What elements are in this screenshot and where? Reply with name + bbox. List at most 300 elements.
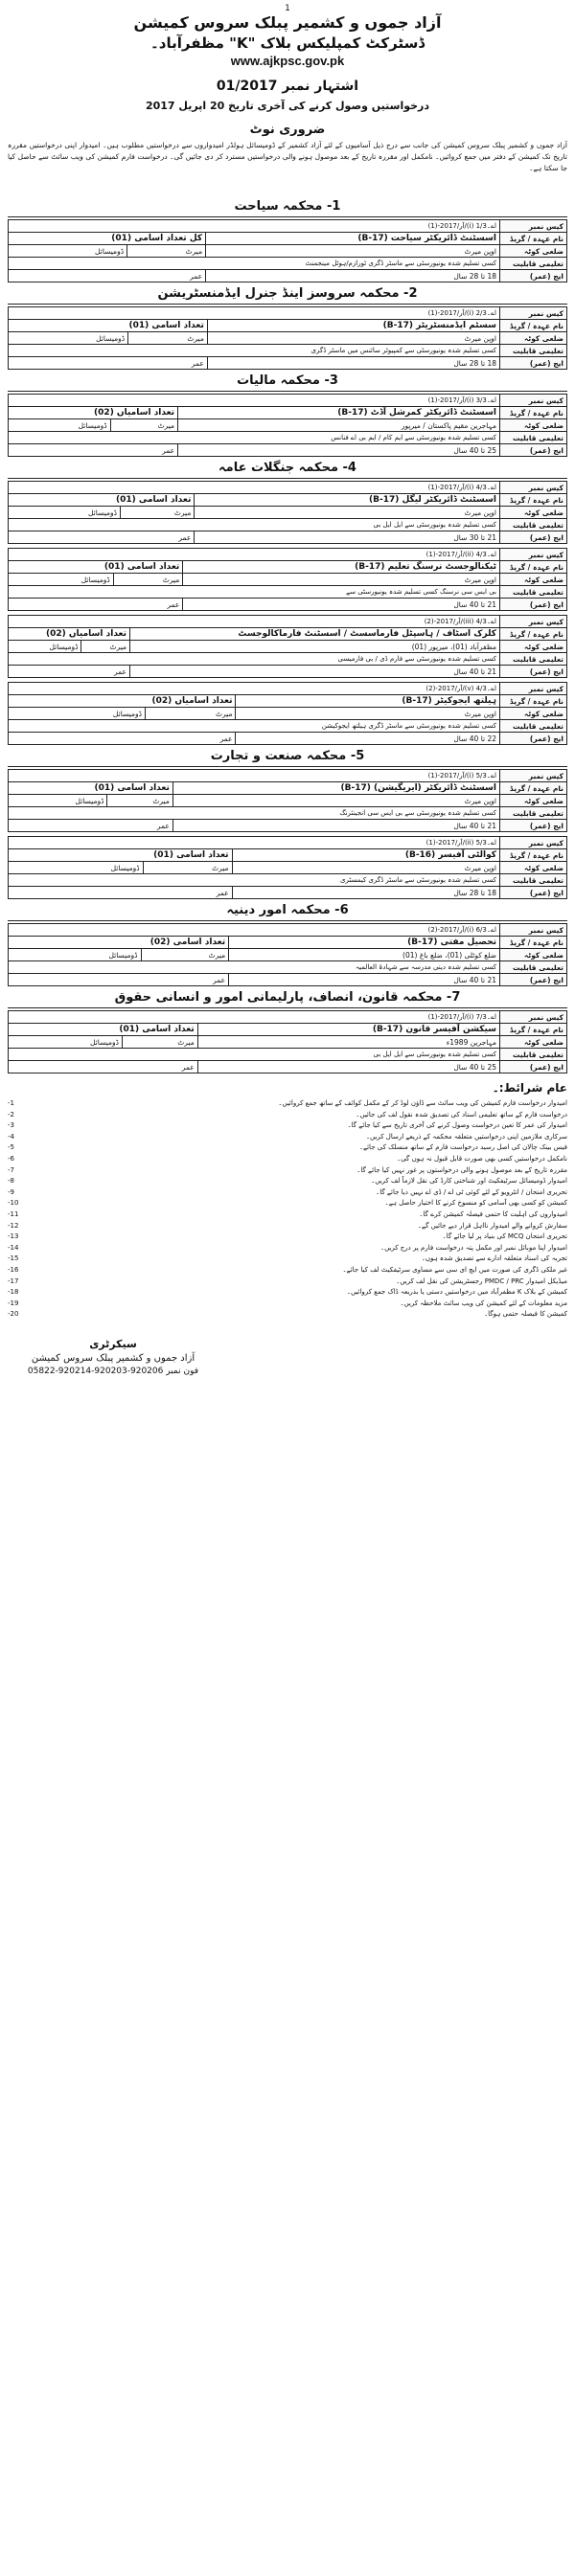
- condition-number: 2-: [8, 1110, 14, 1119]
- case-number: اے۔5/3 (ii)/آر/2017-(1): [9, 837, 500, 849]
- department-heading: 2- محکمہ سروسز اینڈ جنرل ایڈمنسٹریشن: [157, 286, 418, 301]
- post-qualification: بی ایس سی نرسنگ کسی تسلیم شدہ یونیورسٹی سے: [9, 586, 500, 599]
- post-age: 21 تا 40 سال: [183, 599, 500, 611]
- case-number: اے۔4/3 (v)/آر/2017-(2): [9, 683, 500, 695]
- post-row: [9, 733, 567, 745]
- condition-text: امیدوار اپنا موبائل نمبر اور مکمل پتہ درخواست فارم پر درج کریں۔: [380, 1243, 567, 1252]
- post-age: 21 تا 40 سال: [229, 974, 500, 986]
- merit-cell: میرٹ: [145, 708, 236, 720]
- age-word-cell: عمر: [9, 820, 173, 832]
- post-count: کل تعداد اسامی (01): [9, 233, 206, 245]
- page-number: 1: [285, 4, 290, 13]
- case-number: اے۔7/3 (i)/آر/2017-(1): [9, 1011, 500, 1024]
- post-label: نام عہدہ / گریڈ: [500, 782, 567, 795]
- merit-cell: میرٹ: [127, 245, 206, 258]
- post-row: [9, 549, 567, 561]
- condition-number: 3-: [8, 1121, 14, 1130]
- condition-number: 19-: [8, 1299, 19, 1307]
- post-title: ٹیکنالوجسٹ نرسنگ تعلیم (B-17): [183, 561, 500, 574]
- age-label: ایج (عمر): [500, 531, 567, 544]
- post-row: [9, 1049, 567, 1061]
- merit-cell: میرٹ: [141, 949, 229, 961]
- qualification-label: تعلیمی قابلیت: [500, 1049, 567, 1061]
- post-row: [9, 444, 567, 457]
- condition-text: نامکمل درخواستیں کسی بھی صورت قابل قبول نہ ہوں گی۔: [397, 1154, 567, 1163]
- case-label: کیس نمبر: [500, 837, 567, 849]
- post-quota: ضلع کوٹلی (01)، ضلع باغ (01): [229, 949, 500, 961]
- post-quota: اوپن میرٹ: [207, 332, 499, 345]
- condition-text: تجربہ کی اسناد متعلقہ ادارے سے تصدیق شدہ ہوں۔: [421, 1254, 567, 1263]
- note-body: آزاد جموں و کشمیر پبلک سروس کمیشن کی جانب سے درج ذیل آسامیوں کے لئے آزاد کشمیر کے ڈومیسائل ہولڈر امیدواروں سے درخواستیں مطلوب ہیں۔ امیدوار اپنی درخواستیں مقررہ تاریخ تک کمیشن کے دفتر میں جمع کروائیں۔ نامکمل اور مقررہ تاریخ کے بعد موصول ہونے والی درخواستیں مسترد کر دی جائیں گی۔ درخواست فارم کمیشن کی ویب سائٹ سے حاصل کیا جا سکتا ہے۔: [8, 141, 567, 172]
- post-title: اسسٹنٹ ڈائریکٹر لیگل (B-17): [195, 494, 500, 507]
- post-quota: اوپن میرٹ: [195, 507, 500, 519]
- post-row: [9, 586, 567, 599]
- post-title: اسسٹنٹ ڈائریکٹر (ایریگیشن) (B-17): [172, 782, 499, 795]
- age-label: ایج (عمر): [500, 733, 567, 745]
- condition-text: امیدوار درخواست فارم کمیشن کی ویب سائٹ سے ڈاؤن لوڈ کر کے مکمل کوائف کے ساتھ جمع کروائیں۔: [278, 1099, 567, 1107]
- condition-number: 5-: [8, 1143, 14, 1152]
- department-heading: 1- محکمہ سیاحت: [234, 199, 341, 214]
- post-row: [9, 345, 567, 357]
- condition-number: 6-: [8, 1154, 14, 1163]
- signature-title: سیکرٹری: [89, 1337, 137, 1350]
- condition-text: تحریری امتحان / انٹرویو کے لئے کوئی ٹی اے / ڈی اے نہیں دیا جائے گا۔: [376, 1187, 567, 1196]
- post-count: تعداد اسامی (01): [9, 1024, 198, 1036]
- condition-item: [8, 1154, 567, 1165]
- post-row: [9, 695, 567, 708]
- post-title: تحصیل مفتی (B-17): [229, 937, 500, 949]
- signature-phone: [8, 1367, 218, 1380]
- post-row: [9, 270, 567, 282]
- condition-number: 13-: [8, 1232, 19, 1241]
- condition-text: سفارش کروانے والے امیدوار نااہل قرار دیے جائیں گے۔: [417, 1221, 567, 1230]
- post-count: تعداد اسامی (01): [9, 561, 183, 574]
- post-count: تعداد اسامی (01): [9, 849, 233, 862]
- case-label: کیس نمبر: [500, 616, 567, 628]
- department-divider: [8, 1007, 567, 1008]
- post-quota: اوپن میرٹ: [183, 574, 500, 586]
- age-label: ایج (عمر): [500, 1061, 567, 1073]
- condition-item: [8, 1299, 567, 1310]
- post-row: [9, 1036, 567, 1049]
- condition-item: [8, 1209, 567, 1221]
- post-row: [9, 531, 567, 544]
- case-label: کیس نمبر: [500, 924, 567, 937]
- post-row: [9, 357, 567, 370]
- condition-text: مزید معلومات کے لئے کمیشن کی ویب سائٹ ملاحظہ کریں۔: [400, 1299, 567, 1307]
- post-label: نام عہدہ / گریڈ: [500, 561, 567, 574]
- post-title: اسسٹنٹ ڈائریکٹر کمرشل آڈٹ (B-17): [178, 407, 500, 419]
- merit-cell: میرٹ: [128, 332, 208, 345]
- condition-number: 1-: [8, 1099, 14, 1107]
- department-divider: [8, 216, 567, 217]
- post-qualification: کسی تسلیم شدہ یونیورسٹی سے بی ایس سی انجینئرنگ: [9, 807, 500, 820]
- department-heading: 5- محکمہ صنعت و تجارت: [210, 749, 365, 763]
- post-row: [9, 795, 567, 807]
- post-count: تعداد اسامیاں (02): [9, 695, 236, 708]
- condition-number: 15-: [8, 1254, 19, 1263]
- case-number: اے۔6/3 (i)/آر/2017-(2): [9, 924, 500, 937]
- post-row: [9, 924, 567, 937]
- post-row: [9, 683, 567, 695]
- quota-label: ضلعی کوٹہ: [500, 795, 567, 807]
- quota-label: ضلعی کوٹہ: [500, 1036, 567, 1049]
- post-row: [9, 616, 567, 628]
- age-label: ایج (عمر): [500, 820, 567, 832]
- post-row: [9, 407, 567, 419]
- post-row: [9, 849, 567, 862]
- post-row: [9, 887, 567, 899]
- post-row: [9, 395, 567, 407]
- condition-text: غیر ملکی ڈگری کی صورت میں ایچ ای سی سے مساوی سرٹیفکیٹ لف کیا جائے۔: [342, 1265, 567, 1274]
- condition-text: مقررہ تاریخ کے بعد موصول ہونے والی درخواستوں پر غور نہیں کیا جائے گا۔: [356, 1165, 567, 1174]
- post-table: [8, 682, 567, 745]
- condition-text: امیدواروں کی اہلیت کا حتمی فیصلہ کمیشن کرے گا۔: [419, 1209, 567, 1218]
- post-label: نام عہدہ / گریڈ: [500, 695, 567, 708]
- post-row: [9, 641, 567, 653]
- post-row: [9, 258, 567, 270]
- post-table: [8, 615, 567, 678]
- quota-label: ضلعی کوٹہ: [500, 507, 567, 519]
- post-qualification: کسی تسلیم شدہ یونیورسٹی سے ماسٹر ڈگری کیمسٹری: [9, 874, 500, 887]
- domicile-cell: ڈومیسائل: [9, 332, 128, 345]
- post-table: [8, 306, 567, 370]
- case-number: اے۔1/3 (i)/آر/2017-(1): [9, 220, 500, 233]
- post-row: [9, 949, 567, 961]
- signature-block: [8, 1338, 218, 1380]
- condition-number: 14-: [8, 1243, 19, 1252]
- qualification-label: تعلیمی قابلیت: [500, 432, 567, 444]
- post-count: تعداد اسامیاں (02): [9, 628, 130, 641]
- quota-label: ضلعی کوٹہ: [500, 245, 567, 258]
- post-quota: اوپن میرٹ: [232, 862, 499, 874]
- post-quota: اوپن میرٹ: [172, 795, 499, 807]
- condition-item: [8, 1120, 567, 1132]
- post-age: 22 تا 40 سال: [236, 733, 500, 745]
- post-table: [8, 219, 567, 282]
- case-label: کیس نمبر: [500, 307, 567, 320]
- qualification-label: تعلیمی قابلیت: [500, 586, 567, 599]
- condition-item: [8, 1132, 567, 1143]
- domicile-cell: ڈومیسائل: [9, 708, 146, 720]
- age-word-cell: عمر: [9, 270, 206, 282]
- post-row: [9, 862, 567, 874]
- post-title: کوالٹی آفیسر (B-16): [232, 849, 499, 862]
- qualification-label: تعلیمی قابلیت: [500, 807, 567, 820]
- condition-number: 9-: [8, 1187, 14, 1196]
- website-link[interactable]: www.ajkpsc.gov.pk: [230, 54, 345, 68]
- condition-text: کمیشن کا فیصلہ حتمی ہوگا۔: [484, 1310, 567, 1319]
- post-label: نام عہدہ / گریڈ: [500, 849, 567, 862]
- qualification-label: تعلیمی قابلیت: [500, 653, 567, 666]
- condition-text: میڈیکل امیدوار PMDC / PRC رجسٹریشن کی نقل لف کریں۔: [396, 1277, 567, 1285]
- post-row: [9, 837, 567, 849]
- post-label: نام عہدہ / گریڈ: [500, 937, 567, 949]
- domicile-cell: ڈومیسائل: [9, 641, 81, 653]
- age-label: ایج (عمر): [500, 444, 567, 457]
- case-label: کیس نمبر: [500, 683, 567, 695]
- post-row: [9, 507, 567, 519]
- post-count: تعداد اسامیاں (02): [9, 407, 178, 419]
- post-label: نام عہدہ / گریڈ: [500, 407, 567, 419]
- condition-text: درخواست فارم کے ساتھ تعلیمی اسناد کی تصدیق شدہ نقول لف کی جائیں۔: [356, 1110, 567, 1119]
- post-row: [9, 937, 567, 949]
- condition-text: فیس بینک چالان کی اصل رسید درخواست فارم کے ساتھ منسلک کی جائے۔: [358, 1143, 567, 1152]
- deadline-text: درخواستیں وصول کرنے کی آخری تاریخ 20 اپریل 2017: [145, 100, 430, 112]
- post-qualification: کسی تسلیم شدہ یونیورسٹی سے ماسٹر ڈگری ہیلتھ ایجوکیشن: [9, 720, 500, 733]
- post-title: سیکشن آفیسر قانون (B-17): [197, 1024, 499, 1036]
- post-row: [9, 820, 567, 832]
- domicile-cell: ڈومیسائل: [9, 419, 111, 432]
- post-table: [8, 923, 567, 986]
- post-row: [9, 233, 567, 245]
- department-heading: 6- محکمہ امور دینیہ: [226, 903, 349, 917]
- post-qualification: کسی تسلیم شدہ دینی مدرسہ سے شہادۃ العالمیہ: [9, 961, 500, 974]
- merit-cell: میرٹ: [107, 795, 172, 807]
- age-label: ایج (عمر): [500, 270, 567, 282]
- case-number: اے۔5/3 (i)/آر/2017-(1): [9, 770, 500, 782]
- condition-text: کمیشن کے بلاک K مظفرآباد میں درخواستیں دستی یا بذریعہ ڈاک جمع کروائیں۔: [346, 1288, 567, 1297]
- post-age: 21 تا 40 سال: [172, 820, 499, 832]
- condition-text: سرکاری ملازمین اپنی درخواستیں متعلقہ محکمہ کے ذریعے ارسال کریں۔: [365, 1132, 567, 1141]
- merit-cell: میرٹ: [81, 641, 130, 653]
- case-label: کیس نمبر: [500, 1011, 567, 1024]
- post-table: [8, 548, 567, 611]
- post-row: [9, 519, 567, 531]
- domicile-cell: ڈومیسائل: [9, 949, 142, 961]
- age-word-cell: عمر: [9, 666, 130, 678]
- condition-text: امیدوار ڈومیسائل سرٹیفکیٹ اور شناختی کارڈ کی نقل لازماً لف کریں۔: [371, 1177, 567, 1186]
- commission-address: ڈسٹرکٹ کمپلیکس بلاک "K" مظفرآباد۔: [150, 34, 426, 52]
- condition-number: 11-: [8, 1209, 19, 1218]
- condition-item: [8, 1098, 567, 1110]
- age-word-cell: عمر: [9, 1061, 198, 1073]
- post-table: [8, 394, 567, 457]
- post-count: تعداد اسامی (02): [9, 937, 229, 949]
- post-row: [9, 1024, 567, 1036]
- case-number: اے۔4/3 (iii)/آر/2017-(2): [9, 616, 500, 628]
- general-conditions-title: عام شرائط:۔: [492, 1081, 567, 1095]
- age-word-cell: عمر: [9, 599, 183, 611]
- post-row: [9, 332, 567, 345]
- department-divider: [8, 478, 567, 479]
- condition-number: 18-: [8, 1288, 19, 1297]
- department-divider: [8, 920, 567, 921]
- domicile-cell: ڈومیسائل: [9, 245, 127, 258]
- signature-org: آزاد جموں و کشمیر پبلک سروس کمیشن: [31, 1352, 196, 1364]
- post-quota: مہاجرین مقیم پاکستان / میرپور: [178, 419, 500, 432]
- post-qualification: کسی تسلیم شدہ یونیورسٹی سے ایل ایل بی: [9, 1049, 500, 1061]
- post-label: نام عہدہ / گریڈ: [500, 494, 567, 507]
- post-qualification: کسی تسلیم شدہ یونیورسٹی سے ایم کام / ایم بی اے فنانس: [9, 432, 500, 444]
- condition-item: [8, 1187, 567, 1199]
- condition-item: [8, 1309, 567, 1321]
- condition-number: 4-: [8, 1132, 14, 1141]
- condition-item: [8, 1277, 567, 1288]
- domicile-cell: ڈومیسائل: [9, 507, 121, 519]
- condition-number: 16-: [8, 1265, 19, 1274]
- note-title: ضروری نوٹ: [249, 123, 326, 137]
- age-label: ایج (عمر): [500, 887, 567, 899]
- age-word-cell: عمر: [9, 357, 208, 370]
- post-quota: اوپن میرٹ: [206, 245, 500, 258]
- condition-number: 20-: [8, 1310, 19, 1319]
- condition-text: امیدوار کی عمر کا تعین درخواست وصول کرنے کی آخری تاریخ سے کیا جائے گا۔: [347, 1121, 567, 1130]
- post-table: [8, 481, 567, 544]
- departments-section: [8, 199, 567, 1073]
- post-row: [9, 494, 567, 507]
- condition-item: [8, 1165, 567, 1177]
- phone-label: فون نمبر: [166, 1366, 199, 1376]
- quota-label: ضلعی کوٹہ: [500, 708, 567, 720]
- post-label: نام عہدہ / گریڈ: [500, 628, 567, 641]
- qualification-label: تعلیمی قابلیت: [500, 720, 567, 733]
- case-number: اے۔4/3 (ii)/آر/2017-(1): [9, 549, 500, 561]
- condition-item: [8, 1142, 567, 1154]
- post-quota: مہاجرین 1989ء: [197, 1036, 499, 1049]
- department-divider: [8, 391, 567, 392]
- post-age: 18 تا 28 سال: [206, 270, 500, 282]
- age-label: ایج (عمر): [500, 599, 567, 611]
- phone-number: 05822-920214-920203-920206: [27, 1366, 164, 1376]
- merit-cell: میرٹ: [123, 1036, 198, 1049]
- post-row: [9, 666, 567, 678]
- case-label: کیس نمبر: [500, 220, 567, 233]
- age-word-cell: عمر: [9, 531, 195, 544]
- condition-item: [8, 1232, 567, 1243]
- condition-item: [8, 1176, 567, 1187]
- case-number: اے۔4/3 (i)/آر/2017-(1): [9, 482, 500, 494]
- post-row: [9, 1061, 567, 1073]
- condition-number: 7-: [8, 1165, 14, 1174]
- post-row: [9, 974, 567, 986]
- post-row: [9, 961, 567, 974]
- advertisement-number: اشتہار نمبر 01/2017: [216, 79, 359, 94]
- condition-number: 10-: [8, 1199, 19, 1208]
- department-heading: 4- محکمہ جنگلات عامہ: [218, 461, 356, 475]
- domicile-cell: ڈومیسائل: [9, 795, 107, 807]
- domicile-cell: ڈومیسائل: [9, 1036, 123, 1049]
- post-title: اسسٹنٹ ڈائریکٹر سیاحت (B-17): [206, 233, 500, 245]
- quota-label: ضلعی کوٹہ: [500, 862, 567, 874]
- case-number: اے۔3/3 (i)/آر/2017-(1): [9, 395, 500, 407]
- post-age: 18 تا 28 سال: [207, 357, 499, 370]
- post-row: [9, 1011, 567, 1024]
- post-row: [9, 720, 567, 733]
- condition-text: تحریری امتحان MCQ کی بنیاد پر لیا جائے گا۔: [442, 1232, 567, 1241]
- condition-number: 17-: [8, 1277, 19, 1285]
- condition-text: کمیشن کو کسی بھی آسامی کو منسوخ کرنے کا اختیار حاصل ہے۔: [384, 1199, 567, 1208]
- post-row: [9, 432, 567, 444]
- post-row: [9, 708, 567, 720]
- post-label: نام عہدہ / گریڈ: [500, 1024, 567, 1036]
- post-qualification: کسی تسلیم شدہ یونیورسٹی سے کمپیوٹر سائنس میں ماسٹر ڈگری: [9, 345, 500, 357]
- post-age: 25 تا 40 سال: [197, 1061, 499, 1073]
- qualification-label: تعلیمی قابلیت: [500, 874, 567, 887]
- post-table: [8, 1010, 567, 1073]
- post-row: [9, 220, 567, 233]
- domicile-cell: ڈومیسائل: [9, 862, 144, 874]
- condition-item: [8, 1254, 567, 1265]
- age-label: ایج (عمر): [500, 666, 567, 678]
- case-label: کیس نمبر: [500, 770, 567, 782]
- quota-label: ضلعی کوٹہ: [500, 419, 567, 432]
- merit-cell: میرٹ: [110, 419, 178, 432]
- post-row: [9, 574, 567, 586]
- post-row: [9, 561, 567, 574]
- condition-item: [8, 1221, 567, 1232]
- post-label: نام عہدہ / گریڈ: [500, 233, 567, 245]
- age-word-cell: عمر: [9, 887, 233, 899]
- commission-title: آزاد جموں و کشمیر پبلک سروس کمیشن: [133, 13, 442, 32]
- quota-label: ضلعی کوٹہ: [500, 332, 567, 345]
- case-label: کیس نمبر: [500, 549, 567, 561]
- quota-label: ضلعی کوٹہ: [500, 949, 567, 961]
- age-word-cell: عمر: [9, 444, 178, 457]
- merit-cell: میرٹ: [143, 862, 232, 874]
- condition-number: 12-: [8, 1221, 19, 1230]
- age-label: ایج (عمر): [500, 974, 567, 986]
- qualification-label: تعلیمی قابلیت: [500, 258, 567, 270]
- quota-label: ضلعی کوٹہ: [500, 574, 567, 586]
- qualification-label: تعلیمی قابلیت: [500, 961, 567, 974]
- post-row: [9, 419, 567, 432]
- post-row: [9, 599, 567, 611]
- post-age: 21 تا 30 سال: [195, 531, 500, 544]
- post-label: نام عہدہ / گریڈ: [500, 320, 567, 332]
- age-word-cell: عمر: [9, 974, 229, 986]
- post-row: [9, 307, 567, 320]
- department-divider: [8, 304, 567, 305]
- post-title: ہیلتھ ایجوکیٹر (B-17): [236, 695, 500, 708]
- qualification-label: تعلیمی قابلیت: [500, 345, 567, 357]
- condition-number: 8-: [8, 1177, 14, 1186]
- post-age: 25 تا 40 سال: [178, 444, 500, 457]
- condition-item: [8, 1265, 567, 1277]
- merit-cell: میرٹ: [120, 507, 194, 519]
- qualification-label: تعلیمی قابلیت: [500, 519, 567, 531]
- post-count: تعداد اسامی (01): [9, 782, 173, 795]
- post-row: [9, 782, 567, 795]
- post-row: [9, 482, 567, 494]
- case-label: کیس نمبر: [500, 482, 567, 494]
- post-quota: مظفرآباد (01)، میرپور (01): [130, 641, 500, 653]
- case-number: اے۔2/3 (i)/آر/2017-(1): [9, 307, 500, 320]
- department-heading: 3- محکمہ مالیات: [237, 373, 338, 388]
- post-count: تعداد اسامی (01): [9, 494, 195, 507]
- age-word-cell: عمر: [9, 733, 236, 745]
- post-age: 18 تا 28 سال: [232, 887, 499, 899]
- post-table: [8, 769, 567, 832]
- post-row: [9, 245, 567, 258]
- post-row: [9, 653, 567, 666]
- quota-label: ضلعی کوٹہ: [500, 641, 567, 653]
- department-heading: 7- محکمہ قانون، انصاف، پارلیمانی امور و انسانی حقوق: [114, 990, 461, 1005]
- condition-item: [8, 1198, 567, 1209]
- age-label: ایج (عمر): [500, 357, 567, 370]
- post-table: [8, 836, 567, 899]
- post-qualification: کسی تسلیم شدہ یونیورسٹی سے ایل ایل بی: [9, 519, 500, 531]
- post-row: [9, 320, 567, 332]
- merit-cell: میرٹ: [113, 574, 183, 586]
- post-qualification: کسی تسلیم شدہ یونیورسٹی سے ماسٹر ڈگری ٹورازم/ہوٹل مینجمنٹ: [9, 258, 500, 270]
- post-row: [9, 807, 567, 820]
- department-divider: [8, 766, 567, 767]
- condition-item: [8, 1287, 567, 1299]
- post-quota: اوپن میرٹ: [236, 708, 500, 720]
- general-conditions-list: [8, 1098, 567, 1321]
- domicile-cell: ڈومیسائل: [9, 574, 114, 586]
